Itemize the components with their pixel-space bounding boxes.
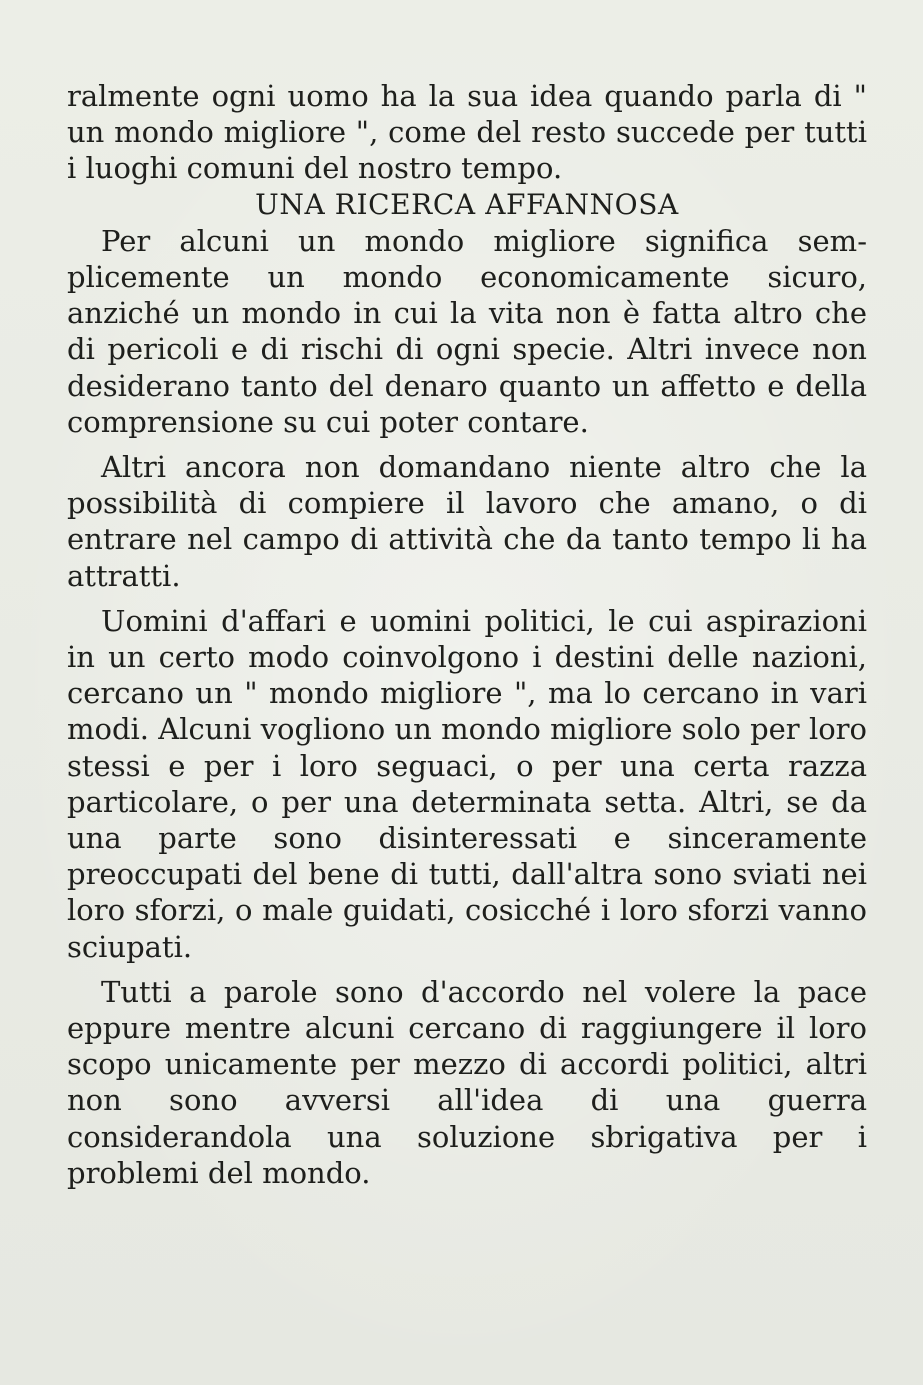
section-heading: UNA RICERCA AFFANNOSA	[255, 187, 679, 221]
paragraph: Tutti a parole sono d'accordo nel volere la pace eppure mentre alcuni cercano di raggiungere il loro scopo unicamente per mezzo di accordi politici, altri non sono avversi all'idea di una guerra considerandola una soluzione sbrigativa per i problemi del mondo.	[67, 974, 867, 1190]
paragraph: Uomini d'affari e uomini politici, le cui aspirazioni in un certo modo coinvolgono i destini delle nazioni, cercano un " mondo migliore ", ma lo cercano in vari modi. Alcuni vogliono un mondo migliore solo per loro stessi e per i loro seguaci, o per una certa razza particolare, o per una determinata setta. Altri, se da una parte sono disinteressati e sinceramente preoccupati del bene di tutti, dall'altra sono sviati nei loro sforzi, o male guidati, cosicché i loro sforzi vanno sciupati.	[67, 603, 867, 964]
opening-paragraph: ralmente ogni uomo ha la sua idea quando parla di " un mondo migliore ", come del resto succede per tutti i luoghi comuni del nostro tempo.	[67, 79, 867, 186]
paragraph: Per alcuni un mondo migliore significa semplicemente un mondo economicamente sicuro, anziché un mondo in cui la vita non è fatta altro che di pericoli e di rischi di ogni specie. Altri invece non desiderano tanto del denaro quanto un affetto e della comprensione su cui poter contare.	[67, 223, 867, 439]
page-text-block	[67, 78, 867, 1200]
paragraph: Altri ancora non domandano niente altro che la possibilità di compiere il lavoro che amano, o di entrare nel campo di attività che da tanto tempo li ha attratti.	[67, 450, 867, 593]
